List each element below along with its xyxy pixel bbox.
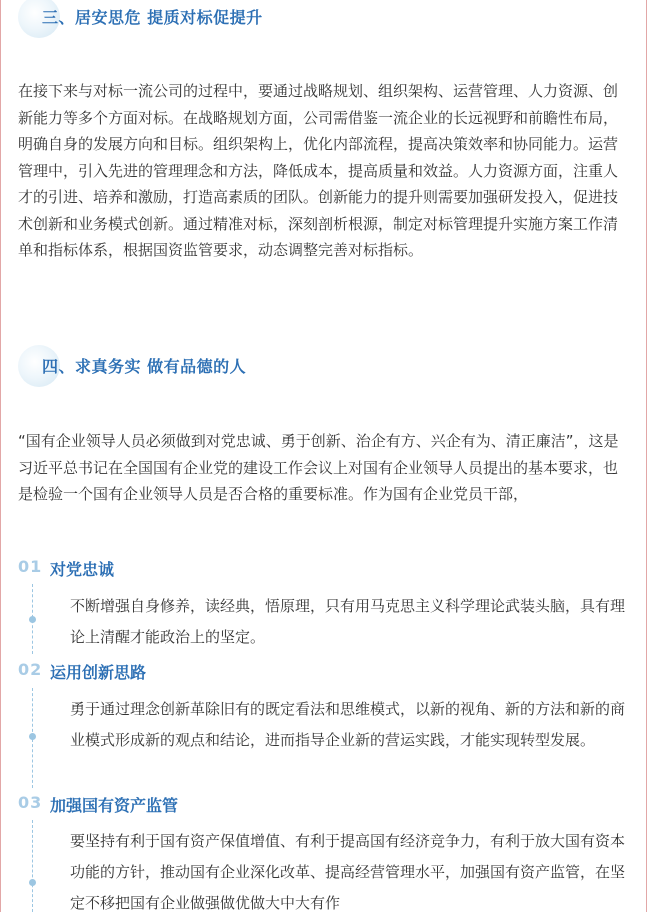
item-number: 01 (18, 557, 43, 576)
item-body-02: 勇于通过理念创新革除旧有的既定看法和思维模式，以新的视角、新的方法和新的商业模式形成新的观点和结论，进而指导企业新的营运实践，才能实现转型发展。 (70, 700, 626, 749)
section-header-3 (18, 0, 418, 40)
left-border (0, 0, 1, 912)
section-title: 四、求真务实 做有品德的人 (42, 357, 247, 376)
section-title: 三、居安思危 提质对标促提升 (42, 8, 263, 27)
item-number: 02 (18, 660, 43, 679)
item-dot-icon (29, 879, 36, 886)
item-number: 03 (18, 793, 43, 812)
item-body-03: 要坚持有利于国有资产保值增值、有利于提高国有经济竞争力，有利于放大国有资本功能的方针，推动国有企业深化改革、提高经营管理水平，加强国有资产监管，在坚定不移把国有企业做强做优做大中大有作 (70, 832, 626, 912)
item-header-01 (18, 557, 518, 583)
item-label: 运用创新思路 (50, 663, 147, 682)
item-header-03 (18, 793, 518, 819)
section-header-4 (18, 345, 418, 389)
item-label: 对党忠诚 (50, 560, 115, 579)
item-header-02 (18, 660, 518, 686)
item-label: 加强国有资产监管 (50, 796, 179, 815)
item-dashed-line (32, 820, 33, 912)
item-body-01: 不断增强自身修养，读经典，悟原理，只有用马克思主义科学理论武装头脑，具有理论上清醒才能政治上的坚定。 (70, 597, 626, 646)
item-dot-icon (29, 616, 36, 623)
item-dot-icon (29, 733, 36, 740)
quote-paragraph: “国有企业领导人员必须做到对党忠诚、勇于创新、治企有方、兴企有为、清正廉洁”，这是习近平总书记在全国国有企业党的建设工作会议上对国有企业领导人员提出的基本要求，也是检验一个国有企业领导人员是否合格的重要标准。作为国有企业党员干部， (18, 432, 619, 503)
benchmark-paragraph: 在接下来与对标一流公司的过程中，要通过战略规划、组织架构、运营管理、人力资源、创新能力等多个方面对标。在战略规划方面，公司需借鉴一流企业的长远视野和前瞻性布局，明确自身的发展方向和目标。组织架构上，优化内部流程，提高决策效率和协同能力。运营管理中，引入先进的管理理念和方法，降低成本，提高质量和效益。人力资源方面，注重人才的引进、培养和激励，打造高素质的团队。创新能力的提升则需要加强研发投入，促进技术创新和业务模式创新。通过精准对标，深刻剖析根源，制定对标管理提升实施方案工作清单和指标体系，根据国资监管要求，动态调整完善对标指标。 (18, 82, 619, 259)
